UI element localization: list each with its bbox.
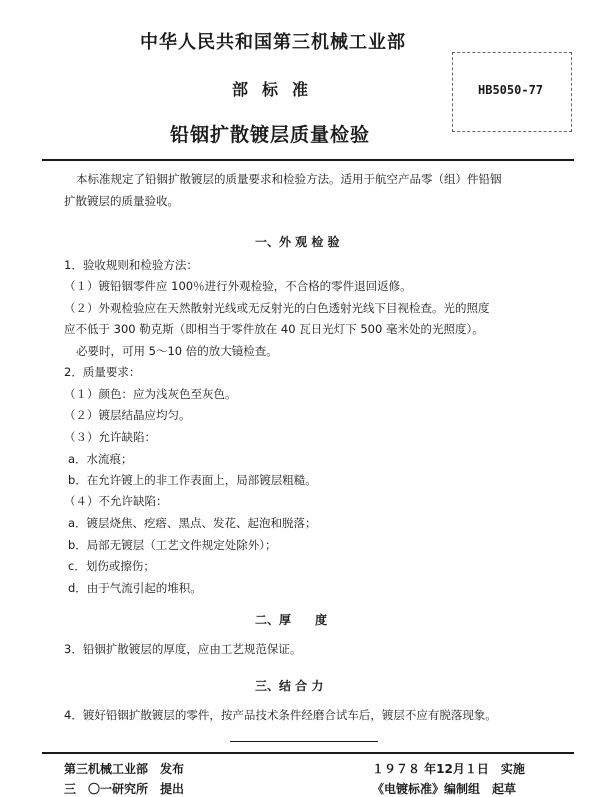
section1-line: c．划伤或擦伤； (68, 559, 155, 573)
section1-line: d．由于气流引起的堆积。 (68, 581, 202, 595)
section1-line: 1．验收规则和检验方法： (64, 258, 198, 272)
section1-line: 2．质量要求： (64, 365, 141, 379)
section-heading-adhesion: 三、结 合 力 (255, 679, 324, 693)
intro-line-2: 扩散镀层的质量验收。 (64, 194, 179, 208)
standard-code: HB5050-77 (478, 83, 544, 97)
section1-line: b．局部无镀层（工艺文件规定处除外）； (68, 538, 277, 552)
footer-proposer: 三 〇一研究所 提出 (64, 782, 185, 796)
section1-line: （１）镀铅铟零件应 100％进行外观检验，不合格的零件退回返修。 (64, 279, 412, 293)
section1-line: 应不低于 300 勒克斯（即相当于零件放在 40 瓦日光灯下 500 毫米处的光照度）。 (64, 322, 484, 336)
standard-type: 部标准 (232, 80, 323, 99)
section1-line: （１）颜色：应为浅灰色至灰色。 (64, 387, 237, 401)
section1-line: （４）不允许缺陷： (64, 494, 168, 508)
intro-line-1: 本标准规定了铅铟扩散镀层的质量要求和检验方法。适用于航空产品零（组）件铅铟 (76, 172, 502, 186)
section1-line: （２）外观检验应在天然散射光线或无反射光的白色透射光线下目视检查。光的照度 (64, 301, 490, 315)
section-heading-appearance: 一、外 观 检 验 (255, 235, 340, 249)
document-title: 铅铟扩散镀层质量检验 (170, 124, 371, 146)
section2-line: 3．铅铟扩散镀层的厚度，应由工艺规范保证。 (64, 642, 302, 656)
section1-line: a．镀层烧焦、疙瘩、黑点、发花、起泡和脱落； (68, 516, 317, 530)
section-heading-thickness: 二、厚 度 (255, 613, 328, 627)
section1-line: a．水流痕； (68, 452, 133, 466)
footer-effective-date: １９７８ 年12月１日 实施 (372, 762, 525, 776)
footer-publisher: 第三机械工业部 发布 (64, 762, 185, 776)
footer-short-divider (230, 741, 378, 742)
section1-line: （３）允许缺陷： (64, 430, 156, 444)
section3-line: 4．镀好铅铟扩散镀层的零件，按产品技术条件经磨合试车后，镀层不应有脱落现象。 (64, 708, 497, 722)
header-divider (42, 159, 574, 161)
section1-line: （２）镀层结晶应均匀。 (64, 408, 191, 422)
section1-line: 必要时，可用 5～10 倍的放大镜检查。 (76, 344, 278, 358)
ministry-name: 中华人民共和国第三机械工业部 (140, 32, 406, 53)
section1-line: b．在允许镀上的非工作表面上，局部镀层粗糙。 (68, 473, 317, 487)
footer-drafter: 《电镀标准》编制组 起草 (372, 782, 517, 796)
footer-divider (42, 752, 574, 754)
